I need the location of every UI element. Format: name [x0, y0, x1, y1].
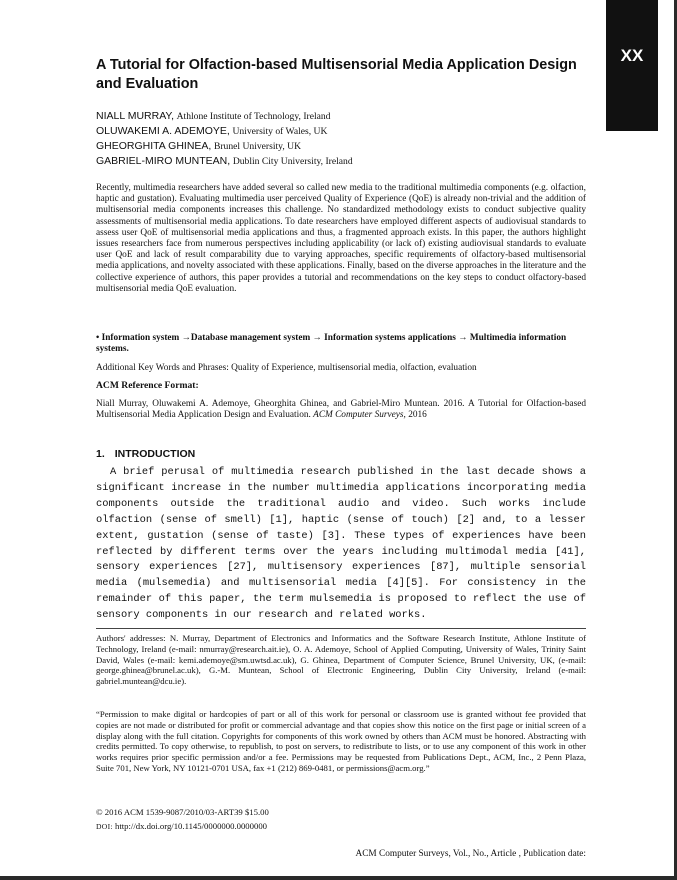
introduction-paragraph: A brief perusal of multimedia research published in the last decade shows a significant increase in the number multimedia applications incorporating media components outside the traditional audio and video. Such works include olfaction (sense of smell) [1], haptic (sense of touch) [2] and, to a lesser extent, gustation (sense of taste) [3]. These types of experiences have been reflected by different terms over the years including multimodal media [41], sensory experiences [27], multisensory experiences [87], multiple sensorial media (mulsemedia) and multisensorial media [4][5]. For consistency in the remainder of this paper, the term mulsemedia is proposed to reflect the use of sensory components in our research and related works.: [96, 466, 586, 622]
author-entry: [96, 154, 586, 169]
doi-link[interactable]: http://dx.doi.org/10.1145/0000000.0000000: [114, 821, 268, 831]
author-name: OLUWAKEMI A. ADEMOYE,: [96, 125, 230, 137]
doi-line: [96, 821, 586, 833]
ccs-concepts: • Information system →Database management system → Information systems applications → Multimedia information systems.: [96, 333, 567, 355]
author-affiliation: Brunel University, UK: [213, 141, 301, 152]
abstract: Recently, multimedia researchers have added several so called new media to the traditional multimedia components (e.g. olfaction, haptic and gustation). Evaluating multimedia user perceived Quality of Experience (QoE) is already non-trivial and the addition of multisensorial media components increases this challenge. No standardized methodology exists to conduct subjective quality assessments of multisensorial media applications. To date researchers have employed different aspects of audiovisual standards to assess user QoE of multisensorial media applications and thus, a fragmented approach exists. In this paper, the authors highlight issues researchers face from numerous perspectives including applicability (or lack of) existing audiovisual standards to evaluate user QoE and lack of result comparability due to varying approaches, specific requirements of olfactory-based multisensorial media applications, and novelty associated with these applications. Finally, based on the diverse approaches in the literature and the collective experience of authors, this paper provides a tutorial and recommendations on the key steps to conduct olfactory-based multisensorial media QoE evaluation.: [96, 183, 586, 294]
permission-notice: “Permission to make digital or hardcopies of part or all of this work for personal or classroom use is granted without fee provided that copies are not made or distributed for profit or commercial advantage and that copies show this notice on the first page or initial screen of a display along with the full citation. Copyrights for components of this work owned by others than ACM must be honored. Abstracting with credits permitted. To copy otherwise, to republish, to post on servers, to redistribute to lists, or to use any component of this work in other works requires prior specific permission and/or a fee. Permissions may be requested from Publications Dept., ACM, Inc., 2 Penn Plaza, Suite 701, New York, NY 10121-0701 USA, fax +1 (212) 869-0481, or permissions@acm.org.”: [96, 709, 586, 773]
acm-reference-heading: ACM Reference Format:: [96, 380, 199, 391]
author-name: NIALL MURRAY,: [96, 110, 174, 122]
citation-journal: ACM Computer Surveys,: [313, 410, 406, 421]
author-affiliation: Dublin City University, Ireland: [232, 156, 353, 167]
author-entry: [96, 139, 586, 154]
paper-title: A Tutorial for Olfaction-based Multisensorial Media Application Design and Evaluation: [96, 57, 577, 92]
doi-label: DOI:: [96, 822, 113, 831]
citation-text: Niall Murray, Oluwakemi A. Ademoye, Gheorghita Ghinea, and Gabriel-Miro Muntean. 2016. A Tutorial for Olfaction-based Multisensorial Media Application Design and Evaluation.: [96, 399, 586, 421]
citation-year: 2016: [408, 410, 427, 421]
keywords: Additional Key Words and Phrases: Quality of Experience, multisensorial media, olfaction, evaluation: [96, 363, 477, 373]
footnote-divider: [96, 628, 586, 629]
page-bottom-border: [0, 876, 677, 880]
author-affiliation: University of Wales, UK: [232, 126, 328, 137]
author-entry: [96, 124, 586, 139]
author-name: GABRIEL-MIRO MUNTEAN,: [96, 155, 231, 167]
author-entry: [96, 109, 586, 124]
copyright-line: © 2016 ACM 1539-9087/2010/03-ART39 $15.00: [96, 807, 269, 817]
section-heading-introduction: [96, 448, 586, 461]
page-footer: ACM Computer Surveys, Vol., No., Article , Publication date:: [355, 849, 586, 859]
acm-reference-citation: [96, 399, 586, 421]
author-name: GHEORGHITA GHINEA,: [96, 140, 212, 152]
authors-addresses-footnote: Authors' addresses: N. Murray, Department of Electronics and Informatics and the Software Research Institute, Athlone Institute of Technology, Ireland (e-mail: nmurray@research.ait.ie), O. A. Ademoye, School of Applied Computing, University of Wales, Trinity Saint David, Wales (e-mail: kemi.ademoye@sm.uwtsd.ac.uk), G. Ghinea, Department of Computer Science, Brunel University, UK, (e-mail: george.ghinea@brunel.ac.uk), G.-M. Muntean, School of Electronic Engineering, Dublin City University, Ireland (e-mail: gabriel.muntean@dcu.ie).: [96, 633, 586, 687]
article-number-tab: XX: [606, 0, 658, 131]
section-number: 1.: [96, 448, 105, 460]
author-list: [96, 109, 586, 169]
author-affiliation: Athlone Institute of Technology, Ireland: [176, 111, 331, 122]
section-title: INTRODUCTION: [114, 448, 196, 460]
